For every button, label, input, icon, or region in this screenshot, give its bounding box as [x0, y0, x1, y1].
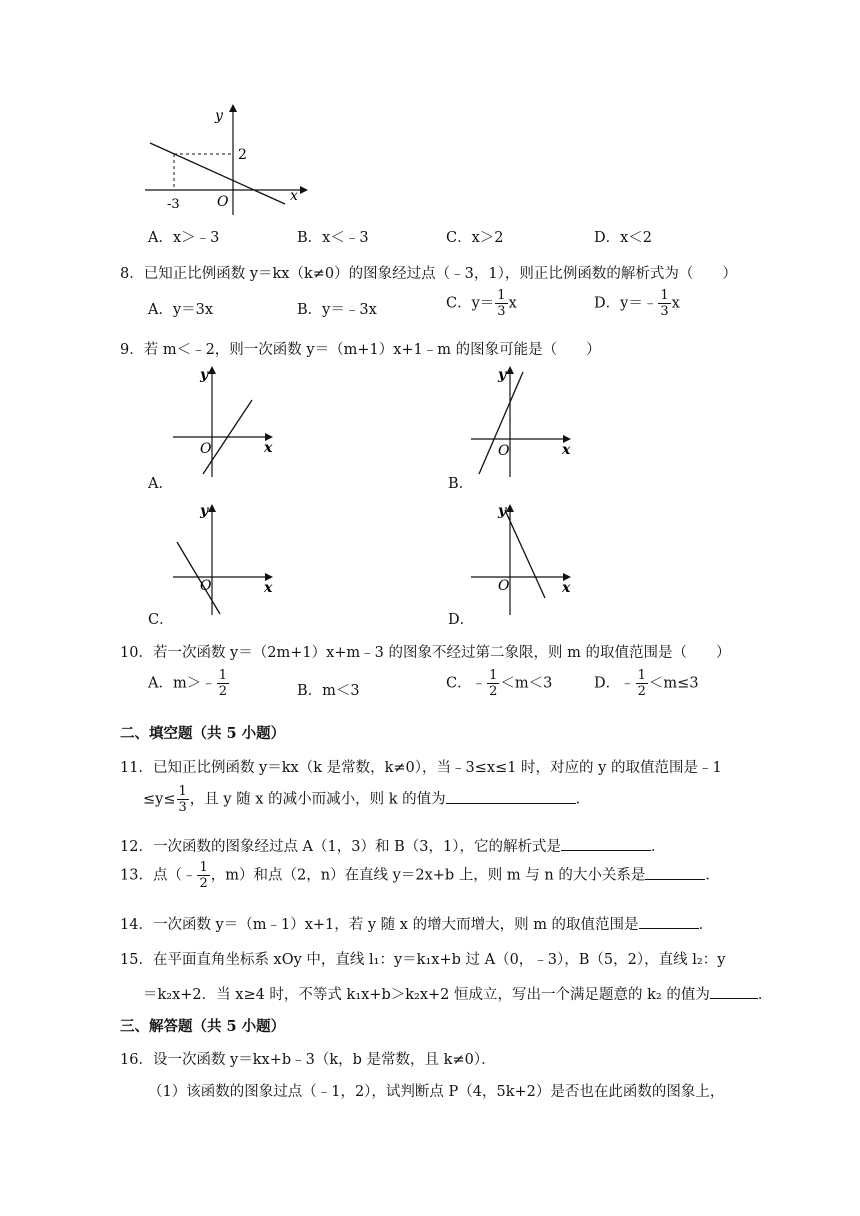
- q9b-origin: O: [498, 443, 510, 459]
- fraction-den: 3: [178, 800, 187, 815]
- q9b-y-label: y: [498, 367, 507, 383]
- q9c-x-label: x: [264, 580, 273, 596]
- q9c-origin: O: [200, 578, 212, 594]
- q7-y-label: y: [215, 108, 223, 124]
- q13-end: ．: [705, 867, 720, 884]
- q11-end: ．: [575, 791, 591, 808]
- q10-option-c[interactable]: [446, 668, 552, 699]
- q14-end: ．: [698, 917, 714, 933]
- q11-fraction: [177, 784, 189, 815]
- q9-option-c[interactable]: C．: [148, 612, 174, 628]
- q8-option-d-prefix: D．y＝﹣: [594, 295, 658, 312]
- q9d-origin: O: [498, 578, 510, 594]
- q8-option-d[interactable]: [594, 288, 680, 319]
- q10-option-b[interactable]: B．m＜3: [297, 683, 360, 699]
- q10-option-d-prefix: D．﹣: [594, 675, 635, 692]
- fraction-num: 1: [637, 668, 646, 683]
- fraction-num: 1: [178, 784, 187, 799]
- fraction-num: 1: [218, 668, 228, 683]
- q10-option-d-suffix: ＜m≤3: [648, 675, 699, 692]
- q9-option-d[interactable]: D．: [448, 612, 475, 628]
- fraction-den: 3: [497, 304, 506, 319]
- q9-option-b[interactable]: B．: [448, 476, 474, 492]
- q16-stem: 16．设一次函数 y＝kx+b﹣3（k，b 是常数，且 k≠0）．: [120, 1052, 496, 1068]
- q7-graph: [140, 100, 310, 220]
- q9b-x-label: x: [562, 442, 571, 458]
- q15-line1: 15．在平面直角坐标系 xOy 中，直线 l₁：y＝k₁x+b 过 A（0，﹣3），B（5，2），直线 l₂：y: [120, 952, 726, 968]
- q9a-x-label: x: [264, 440, 273, 456]
- q8-option-d-fraction: [658, 288, 670, 319]
- q16-part1: （1）该函数的图象过点（﹣1，2），试判断点 P（4，5k+2）是否也在此函数的图象上，: [148, 1084, 725, 1100]
- fraction-num: 1: [660, 288, 669, 303]
- q10-option-a-prefix: A．m＞﹣: [148, 675, 216, 692]
- q8-option-c[interactable]: [446, 288, 517, 319]
- q15-line2: [143, 983, 772, 1004]
- q14: [120, 913, 713, 934]
- q10-option-d-fraction: [636, 668, 648, 699]
- q13-fraction: [197, 860, 209, 891]
- section-fill-in-title: 二、填空题（共 5 小题）: [120, 725, 286, 742]
- fraction-num: 1: [497, 288, 506, 303]
- q10-stem: 10．若一次函数 y＝（2m+1）x+m﹣3 的图象不经过第二象限，则 m 的取值范围是（ ）: [120, 645, 731, 661]
- q11-line1: 11．已知正比例函数 y＝kx（k 是常数，k≠0），当﹣3≤x≤1 时，对应的 y 的取值范围是﹣1: [120, 760, 722, 776]
- q7-origin: O: [217, 194, 229, 210]
- q13-suffix: ，m）和点（2，n）在直线 y＝2x+b 上，则 m 与 n 的大小关系是: [210, 867, 646, 884]
- q11-answer-blank[interactable]: [446, 789, 576, 804]
- q11-line2-prefix: ≤y≤: [143, 791, 176, 808]
- q9d-x-label: x: [562, 580, 571, 596]
- q9-option-a[interactable]: A．: [148, 476, 173, 492]
- section-answer-title: 三、解答题（共 5 小题）: [120, 1018, 286, 1035]
- q10-option-a[interactable]: [148, 668, 230, 699]
- fraction-den: 3: [660, 304, 669, 319]
- q12-end: ．: [650, 839, 666, 855]
- q13-answer-blank[interactable]: [645, 865, 705, 880]
- q8-option-a[interactable]: A．y＝3x: [148, 302, 214, 318]
- q11-line2: [143, 784, 590, 815]
- q14-answer-blank[interactable]: [639, 914, 699, 929]
- q8-option-b[interactable]: B．y＝﹣3x: [297, 302, 377, 318]
- q9-graph-d: [463, 498, 583, 618]
- fraction-num: 1: [489, 668, 498, 683]
- q10-option-c-fraction: [487, 668, 499, 699]
- q7-option-c[interactable]: C．x＞2: [446, 230, 504, 246]
- q9-stem: 9．若 m＜﹣2，则一次函数 y＝（m+1）x+1﹣m 的图象可能是（ ）: [120, 342, 601, 358]
- q9c-y-label: y: [200, 503, 209, 519]
- q10-option-a-fraction: [217, 668, 229, 699]
- q9-graph-a: [165, 362, 285, 480]
- q7-option-a[interactable]: A．x＞﹣3: [148, 230, 220, 246]
- q9-graph-c: [165, 498, 285, 618]
- q12: [120, 835, 665, 856]
- q8-option-c-prefix: C．y＝: [446, 295, 495, 312]
- q9-graph-b: [463, 362, 583, 480]
- q9a-origin: O: [200, 441, 212, 457]
- q10-option-c-suffix: ＜m＜3: [500, 675, 553, 692]
- q7-tick-neg3: -3: [167, 197, 180, 212]
- q11-line2-suffix: ，且 y 随 x 的减小而减小，则 k 的值为: [189, 791, 446, 808]
- q10-option-c-prefix: C．﹣: [446, 675, 487, 692]
- fraction-den: 2: [489, 684, 498, 699]
- q8-option-d-suffix: x: [671, 295, 680, 312]
- fraction-den: 2: [199, 876, 208, 891]
- fraction-den: 2: [637, 684, 646, 699]
- q8-option-c-suffix: x: [508, 295, 517, 312]
- q15-line2-text: ＝k₂x+2．当 x≥4 时，不等式 k₁x+b＞k₂x+2 恒成立，写出一个满足题意的 k₂ 的值为: [143, 987, 710, 1003]
- q13: [120, 860, 720, 891]
- q8-option-c-fraction: [495, 288, 507, 319]
- q9d-y-label: y: [498, 503, 507, 519]
- fraction-den: 2: [218, 684, 228, 699]
- q14-text: 14．一次函数 y＝（m﹣1）x+1，若 y 随 x 的增大而增大，则 m 的取值范围是: [120, 917, 639, 933]
- q15-end: ．: [757, 987, 773, 1003]
- q7-x-label: x: [290, 188, 298, 204]
- q12-text: 12．一次函数的图象经过点 A（1，3）和 B（3，1），它的解析式是: [120, 839, 561, 855]
- q13-prefix: 13．点（﹣: [120, 867, 197, 884]
- q9a-y-label: y: [200, 367, 209, 383]
- q15-answer-blank[interactable]: [710, 984, 758, 999]
- q7-option-b[interactable]: B．x＜﹣3: [297, 230, 369, 246]
- q7-option-d[interactable]: D．x＜2: [594, 230, 653, 246]
- q8-stem: 8．已知正比例函数 y＝kx（k≠0）的图象经过点（﹣3，1），则正比例函数的解析式为（ ）: [120, 266, 737, 282]
- q12-answer-blank[interactable]: [561, 836, 651, 851]
- q7-tick-2: 2: [238, 147, 247, 163]
- fraction-num: 1: [199, 860, 208, 875]
- q10-option-d[interactable]: [594, 668, 699, 699]
